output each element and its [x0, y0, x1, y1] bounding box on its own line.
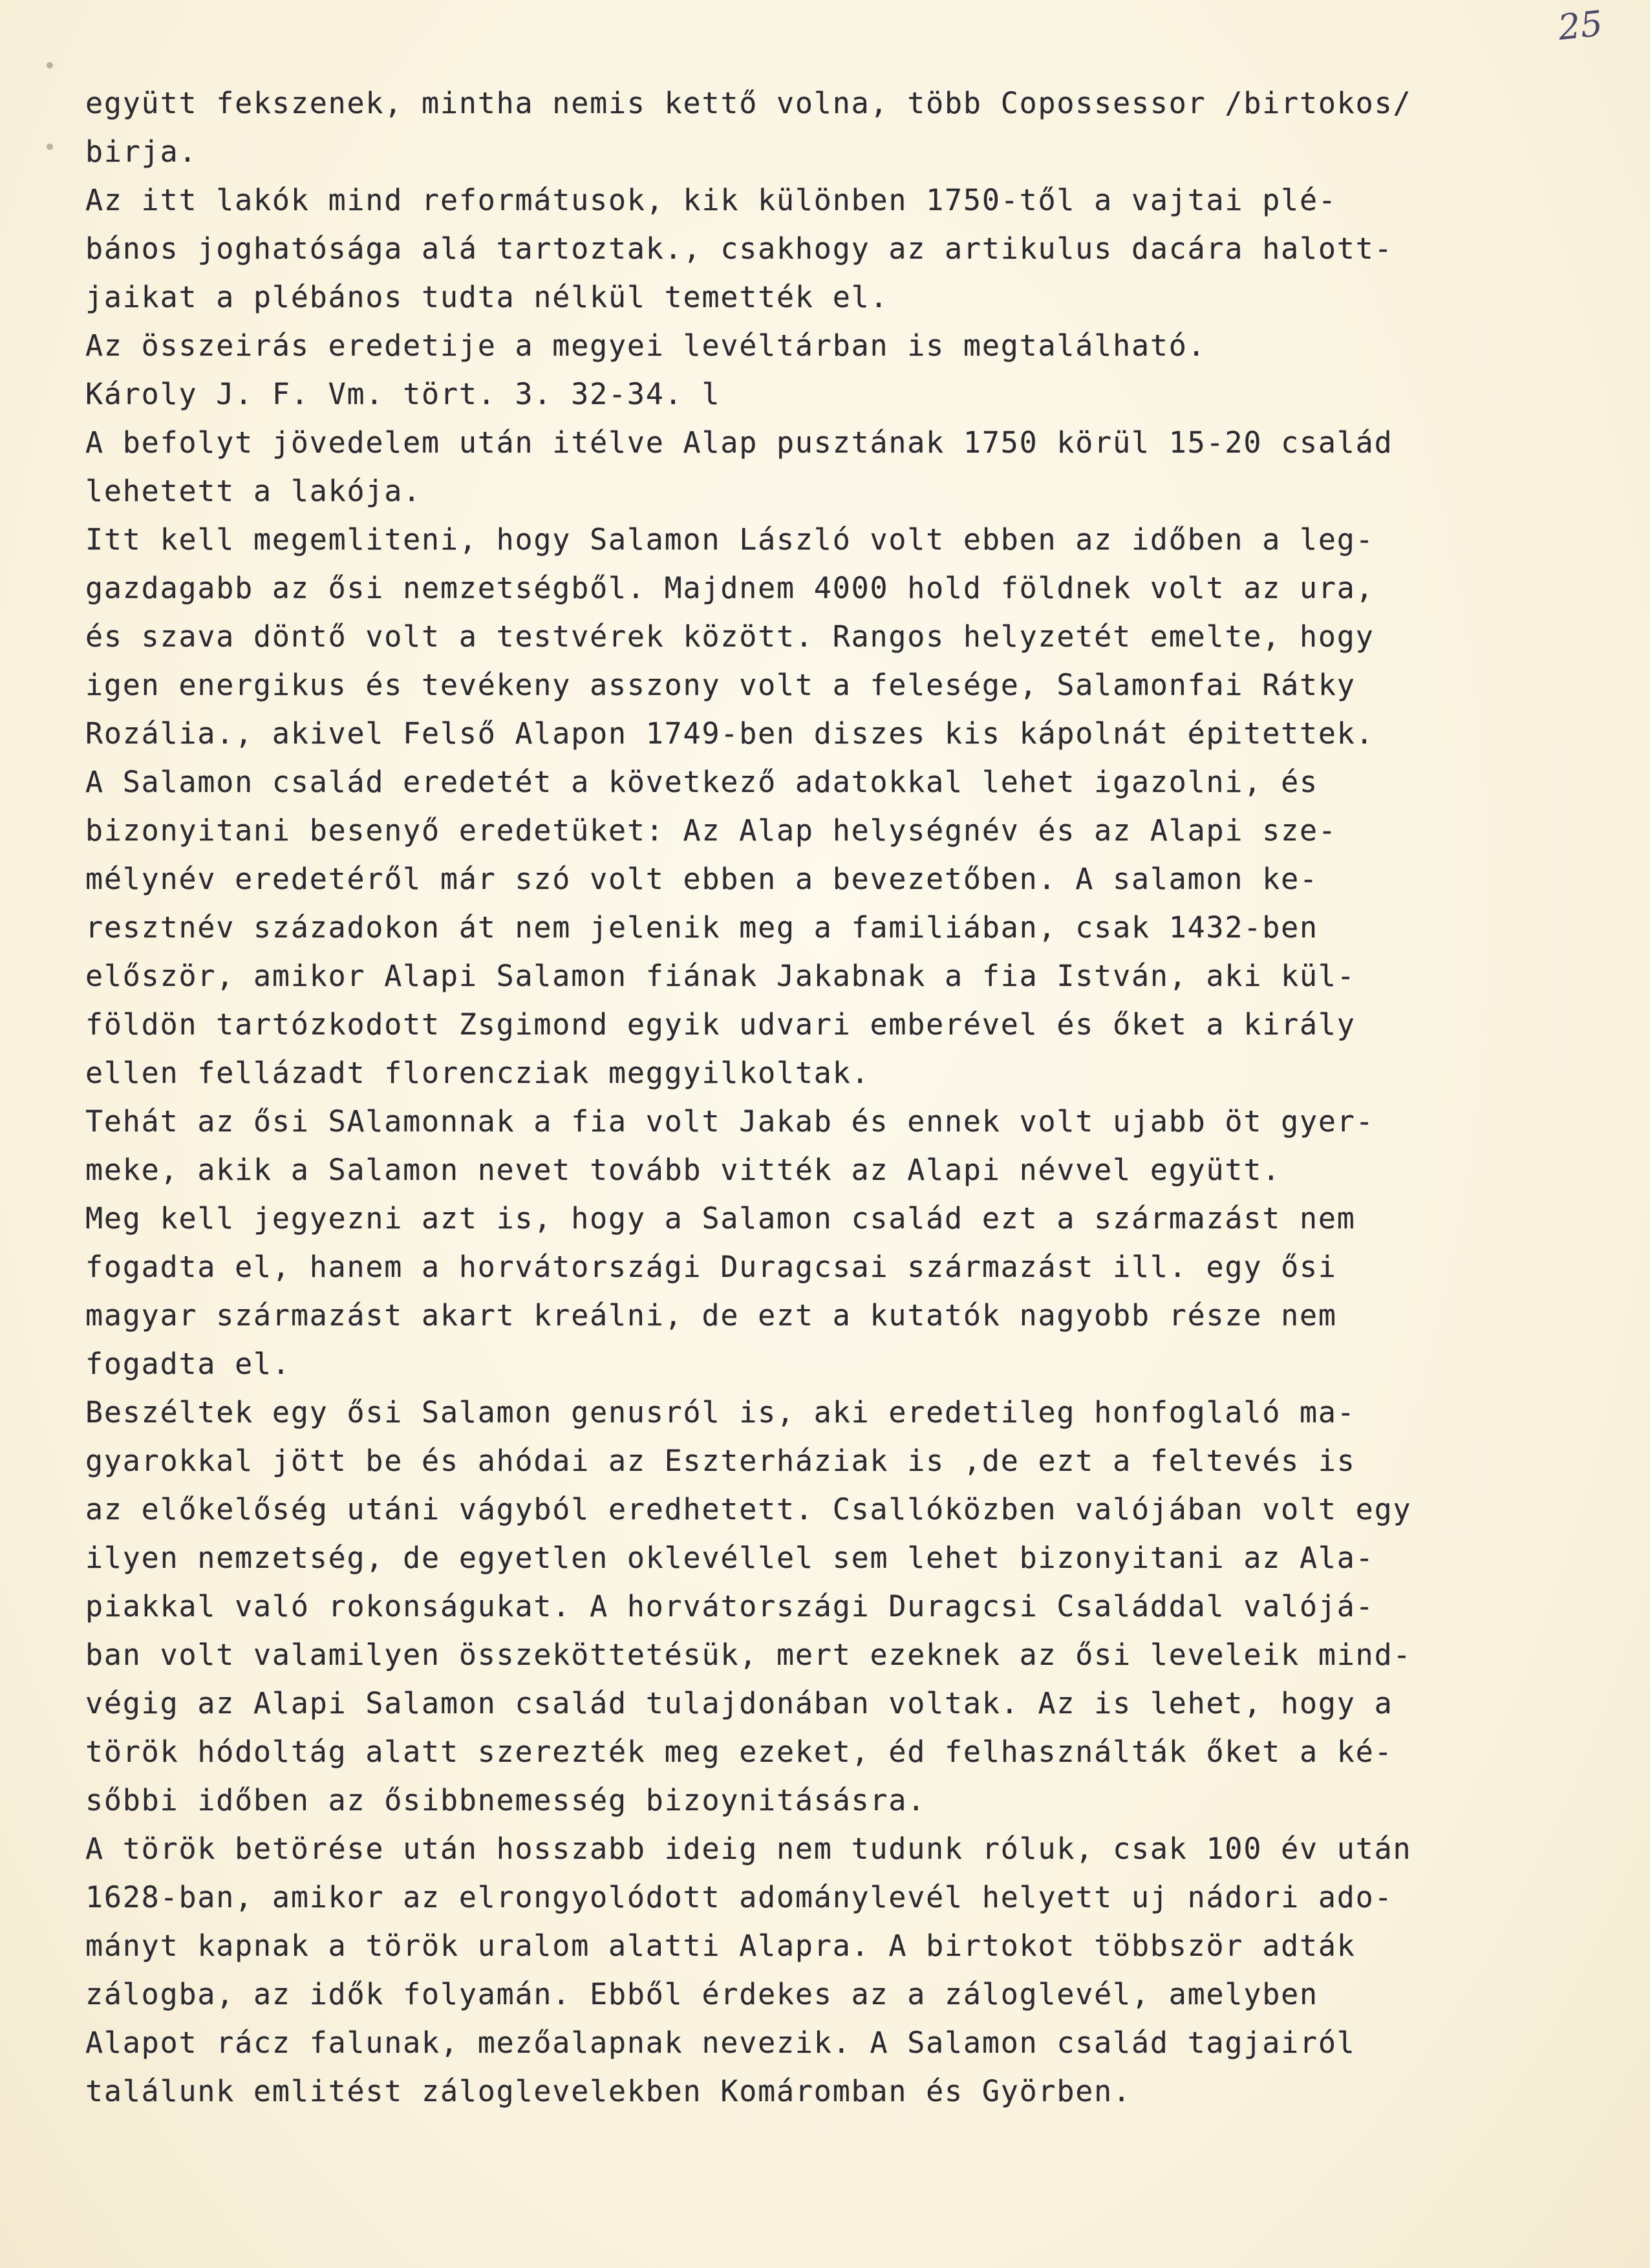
text-line: A befolyt jövedelem után itélve Alap pusztának 1750 körül 15-20 család: [85, 425, 1393, 460]
page-number: 25: [1556, 3, 1605, 48]
text-line: fogadta el.: [85, 1347, 291, 1381]
text-line: ban volt valamilyen összeköttetésük, mert ezeknek az ősi leveleik mind-: [85, 1638, 1412, 1672]
text-line: együtt fekszenek, mintha nemis kettő volna, több Copossessor /birtokos/: [85, 86, 1412, 120]
text-line: Beszéltek egy ősi Salamon genusról is, aki eredetileg honfoglaló ma-: [85, 1395, 1356, 1429]
text-line: magyar származást akart kreálni, de ezt a kutatók nagyobb része nem: [85, 1298, 1337, 1332]
text-line: igen energikus és tevékeny asszony volt a felesége, Salamonfai Rátky: [85, 668, 1356, 702]
text-line: bános joghatósága alá tartoztak., csakhogy az artikulus dacára halott-: [85, 231, 1393, 266]
text-line: gyarokkal jött be és ahódai az Eszterháziak is ,de ezt a feltevés is: [85, 1444, 1356, 1478]
text-line: bizonyitani besenyő eredetüket: Az Alap helységnév és az Alapi sze-: [85, 813, 1337, 848]
text-line: és szava döntő volt a testvérek között. Rangos helyzetét emelte, hogy: [85, 619, 1375, 654]
text-line: sőbbi időben az ősibbnemesség bizoynitásásra.: [85, 1783, 927, 1817]
text-line: földön tartózkodott Zsgimond egyik udvari emberével és őket a király: [85, 1007, 1356, 1042]
text-line: ellen fellázadt florencziak meggyilkoltak.: [85, 1056, 870, 1090]
text-line: találunk emlitést záloglevelekben Komáromban és Györben.: [85, 2074, 1131, 2108]
punch-mark-top: [47, 62, 53, 69]
text-line: először, amikor Alapi Salamon fiának Jakabnak a fia István, aki kül-: [85, 959, 1356, 993]
text-line: A török betörése után hosszabb ideig nem tudunk róluk, csak 100 év után: [85, 1832, 1412, 1866]
text-line: A Salamon család eredetét a következő adatokkal lehet igazolni, és: [85, 765, 1318, 799]
text-line: Tehát az ősi SAlamonnak a fia volt Jakab és ennek volt ujabb öt gyer-: [85, 1104, 1375, 1139]
text-line: mélynév eredetéről már szó volt ebben a bevezetőben. A salamon ke-: [85, 862, 1318, 896]
text-line: ilyen nemzetség, de egyetlen oklevéllel sem lehet bizonyitani az Ala-: [85, 1541, 1375, 1575]
text-line: mányt kapnak a török uralom alatti Alapra. A birtokot többször adták: [85, 1929, 1356, 1963]
text-line: lehetett a lakója.: [85, 474, 422, 508]
text-line: fogadta el, hanem a horvátországi Duragcsai származást ill. egy ősi: [85, 1250, 1337, 1284]
text-line: Károly J. F. Vm. tört. 3. 32-34. l: [85, 377, 721, 411]
text-line: zálogba, az idők folyamán. Ebből érdekes az a záloglevél, amelyben: [85, 1977, 1318, 2011]
text-line: Itt kell megemliteni, hogy Salamon László volt ebben az időben a leg-: [85, 522, 1375, 557]
text-line: Az összeirás eredetije a megyei levéltárban is megtalálható.: [85, 328, 1206, 363]
text-line: meke, akik a Salamon nevet tovább vitték az Alapi névvel együtt.: [85, 1153, 1281, 1187]
text-line: jaikat a plébános tudta nélkül temették el.: [85, 280, 889, 314]
text-line: török hódoltág alatt szerezték meg ezeket, éd felhasználták őket a ké-: [85, 1735, 1393, 1769]
text-line: Rozália., akivel Felső Alapon 1749-ben diszes kis kápolnát épitettek.: [85, 716, 1375, 751]
text-line: az előkelőség utáni vágyból eredhetett. Csallóközben valójában volt egy: [85, 1492, 1412, 1526]
typewritten-text: [85, 79, 1592, 2115]
text-line: Alapot rácz falunak, mezőalapnak nevezik. A Salamon család tagjairól: [85, 2026, 1356, 2060]
text-line: piakkal való rokonságukat. A horvátországi Duragcsi Családdal valójá-: [85, 1589, 1375, 1623]
text-line: birja.: [85, 134, 198, 169]
punch-mark-bottom: [47, 144, 53, 150]
text-line: gazdagabb az ősi nemzetségből. Majdnem 4000 hold földnek volt az ura,: [85, 571, 1375, 605]
text-line: Meg kell jegyezni azt is, hogy a Salamon család ezt a származást nem: [85, 1201, 1356, 1236]
text-line: resztnév századokon át nem jelenik meg a familiában, csak 1432-ben: [85, 910, 1318, 945]
text-line: Az itt lakók mind reformátusok, kik különben 1750-től a vajtai plé-: [85, 183, 1337, 217]
text-line: 1628-ban, amikor az elrongyolódott adománylevél helyett uj nádori ado-: [85, 1880, 1393, 1914]
text-line: végig az Alapi Salamon család tulajdonában voltak. Az is lehet, hogy a: [85, 1686, 1393, 1720]
